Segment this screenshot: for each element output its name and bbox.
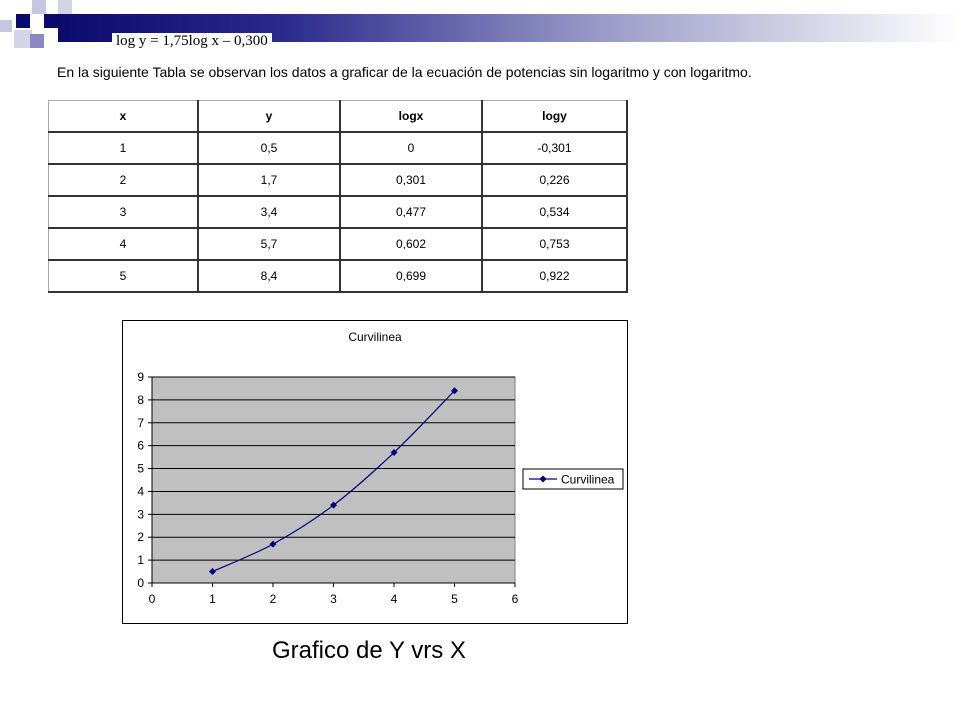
table-cell: 0,301 (340, 164, 482, 196)
x-tick-label: 0 (148, 592, 156, 606)
chart-container (122, 320, 628, 624)
table-cell: -0,301 (482, 132, 627, 164)
deco-square (44, 14, 58, 28)
table-row (49, 260, 628, 292)
y-tick-label: 0 (137, 576, 144, 590)
table-cell: 0,226 (482, 164, 627, 196)
deco-square (32, 0, 46, 14)
y-tick-label: 7 (137, 415, 144, 430)
table-cell: 0,5 (198, 132, 340, 164)
data-table (48, 100, 628, 293)
table-cell: 5,7 (198, 228, 340, 260)
table-cell: 5 (49, 260, 199, 292)
table-cell: 0,477 (340, 196, 482, 228)
table-cell: 1,7 (198, 164, 340, 196)
deco-square (30, 34, 44, 48)
x-tick-label: 5 (451, 592, 458, 606)
table-cell: 3 (49, 196, 199, 228)
legend-label: Curvilinea (561, 472, 615, 487)
formula: log y = 1,75log x – 0,300 (112, 33, 272, 50)
deco-square (58, 0, 72, 14)
x-tick-label: 4 (390, 592, 398, 606)
table-cell: 0,753 (482, 228, 627, 260)
column-header: x (49, 101, 199, 133)
column-header: logy (482, 101, 627, 133)
table-cell: 3,4 (198, 196, 340, 228)
plot-area (152, 377, 515, 583)
column-header: logx (340, 101, 482, 133)
table-row (49, 228, 628, 260)
column-header: y (198, 101, 340, 133)
table-cell: 0 (340, 132, 482, 164)
y-tick-label: 4 (137, 484, 144, 499)
table-cell: 2 (49, 164, 199, 196)
y-tick-label: 8 (137, 392, 144, 407)
y-tick-label: 1 (137, 553, 144, 568)
table-cell: 0,534 (482, 196, 627, 228)
table-cell: 1 (49, 132, 199, 164)
x-tick-label: 3 (330, 592, 337, 606)
table-row (49, 132, 628, 164)
table-cell: 0,699 (340, 260, 482, 292)
table-cell: 4 (49, 228, 199, 260)
x-tick-label: 1 (209, 592, 216, 606)
chart-title: Curvilinea (348, 330, 402, 344)
y-tick-label: 3 (137, 507, 144, 522)
table-row (49, 196, 628, 228)
table-header-row (49, 101, 628, 133)
deco-square (0, 20, 12, 32)
y-tick-label: 9 (137, 370, 144, 384)
chart-caption: Grafico de Y vrs X (272, 637, 466, 664)
deco-square (16, 14, 30, 28)
table-cell: 0,602 (340, 228, 482, 260)
table-cell: 8,4 (198, 260, 340, 292)
x-tick-label: 2 (269, 592, 277, 606)
table-row (49, 164, 628, 196)
table-cell: 0,922 (482, 260, 627, 292)
y-tick-label: 6 (137, 438, 144, 453)
y-tick-label: 2 (137, 530, 144, 545)
x-tick-label: 6 (511, 592, 519, 606)
intro-text: En la siguiente Tabla se observan los datos a graficar de la ecuación de potencias sin logaritmo y con logaritmo. (57, 64, 752, 80)
chart (123, 321, 627, 623)
y-tick-label: 5 (137, 461, 144, 476)
